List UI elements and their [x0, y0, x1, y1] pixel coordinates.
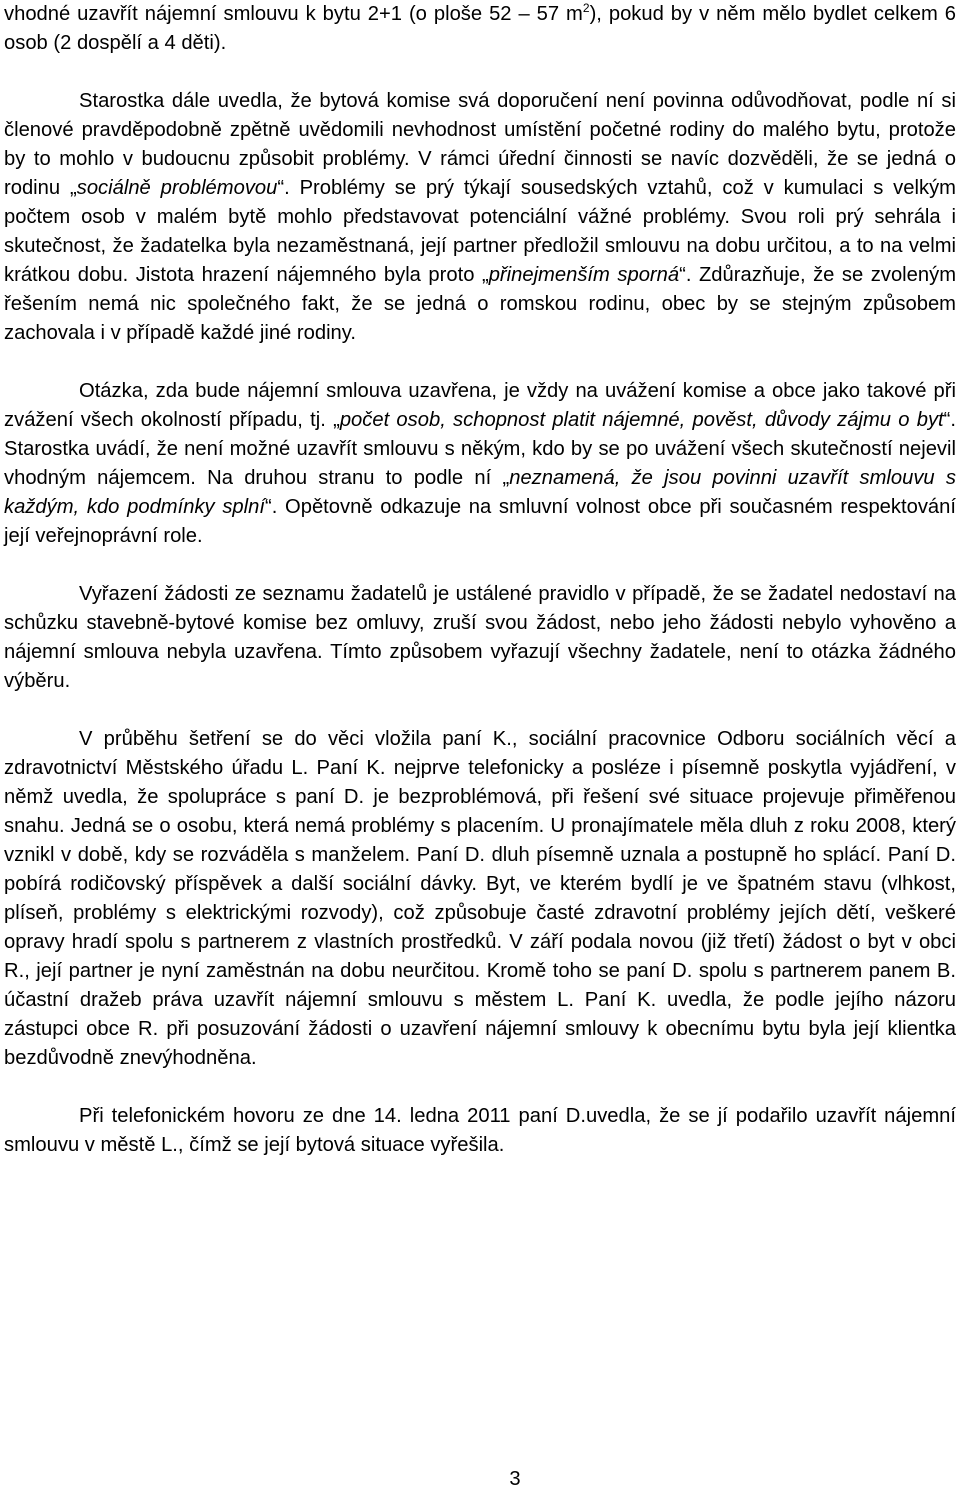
text-segment: “. Starostka uvádí, že není možné uzavřít smlouvu s někým, kdo by se po uvážení všech skutečností nejevil vhodným nájemcem. Na druhou stranu to podle ní „ [4, 409, 956, 489]
italic-quote: neznamená, že jsou povinni uzavřít smlouvu s každým, kdo podmínky splní [4, 467, 957, 518]
text-segment: Starostka dále uvedla, že bytová komise svá doporučení není povinna odůvodňovat, podle ní si členové pravděpodobně zpětně uvědomili nevhodnost umístění početné rodiny do malého bytu, protože by to mohlo v budoucnu způsobit problémy. V rámci úřední činnosti se navíc dozvěděli, že se jedná o rodinu „ [4, 90, 956, 199]
text-segment: vhodné uzavřít nájemní smlouvu k bytu 2+1 (o ploše 52 – 57 m [4, 3, 583, 25]
paragraph-gap [4, 348, 956, 377]
paragraph-gap [4, 58, 956, 87]
text-segment: “. Zdůrazňuje, že se zvoleným řešením nemá nic společného fakt, že se jedná o romskou rodinu, obec by se stejným způsobem zachovala i v případě každé jiné rodiny. [4, 264, 957, 344]
paragraph-setreni: V průběhu šetření se do věci vložila paní K., sociální pracovnice Odboru sociálních věcí a zdravotnictví Městského úřadu L. Paní K. nejprve telefonicky a posléze i písemně poskytla vyjádření, v němž uvedla, že spolupráce s paní D. je bezproblémová, při řešení své situace projevuje přiměřenou snahu. Jedná se o osobu, která nemá problémy s placením. U pronajímatele měla dluh z roku 2008, který vznikl v době, kdy se rozváděla s manželem. Paní D. dluh písemně uznala a postupně ho splácí. Paní D. pobírá rodičovský příspěvek a další sociální dávky. Byt, ve kterém bydlí je ve špatném stavu (vlhkost, plíseň, problémy s elektrickými rozvody), což způsobuje časté zdravotní problémy jejích dětí, veškeré opravy hradí spolu s partnerem z vlastních prostředků. V září podala novou (již třetí) žádost o byt v obci R., její partner je nyní zaměstnán na dobu neurčitou. Kromě toho se paní D. spolu s partnerem panem B. účastní dražeb práva uzavřít nájemní smlouvu s městem L. Paní K. uvedla, že podle jejího názoru zástupci obce R. při posuzování žádosti o uzavření nájemní smlouvy k obecnímu bytu byla její klientka bezdůvodně znevýhodněna. [4, 728, 956, 1069]
paragraph-gap [4, 551, 956, 580]
document-page [4, 0, 956, 1160]
paragraph-continuation [4, 0, 956, 58]
italic-quote: přinejmenším sporná [488, 264, 680, 286]
italic-quote: počet osob, schopnost platit nájemné, pověst, důvody zájmu o byt [339, 409, 944, 431]
paragraph-gap [4, 696, 956, 725]
text-segment: “. Problémy se prý týkají sousedských vztahů, což v kumulaci s velkým počtem osob v malém bytě mohlo představovat potenciální vážné problémy. Svou roli prý sehrála i skutečnost, že žadatelka byla nezaměstnaná, její partner předložil smlouvu na dobu určitou, a to na velmi krátkou dobu. Jistota hrazení nájemného byla proto „ [4, 177, 956, 286]
paragraph-gap [4, 1073, 956, 1102]
paragraph-vyrazeni: Vyřazení žádosti ze seznamu žadatelů je ustálené pravidlo v případě, že se žadatel nedostaví na schůzku stavebně-bytové komise bez omluvy, zruší svou žádost, nebo jeho žádosti nebylo vyhověno a nájemní smlouva nebyla uzavřena. Tímto způsobem vyřazují všechny žadatele, není to otázka žádného výběru. [4, 583, 956, 692]
superscript: 2 [582, 1, 590, 15]
paragraph-otazka [4, 377, 956, 551]
text-segment: “. Opětovně odkazuje na smluvní volnost obce při současném respektování její veřejnoprávní role. [4, 496, 956, 547]
text-segment: Otázka, zda bude nájemní smlouva uzavřena, je vždy na uvážení komise a obce jako takové při zvážení všech okolností případu, tj. „ [4, 380, 956, 431]
italic-quote: sociálně problémovou [76, 177, 278, 199]
paragraph-starostka [4, 87, 956, 348]
page-number: 3 [509, 1468, 521, 1490]
text-segment: ), pokud by v něm mělo bydlet celkem 6 osob (2 dospělí a 4 děti). [4, 3, 956, 54]
paragraph-telefonicky-hovor: Při telefonickém hovoru ze dne 14. ledna 2011 paní D.uvedla, že se jí podařilo uzavřít nájemní smlouvu v městě L., čímž se její bytová situace vyřešila. [4, 1105, 956, 1156]
